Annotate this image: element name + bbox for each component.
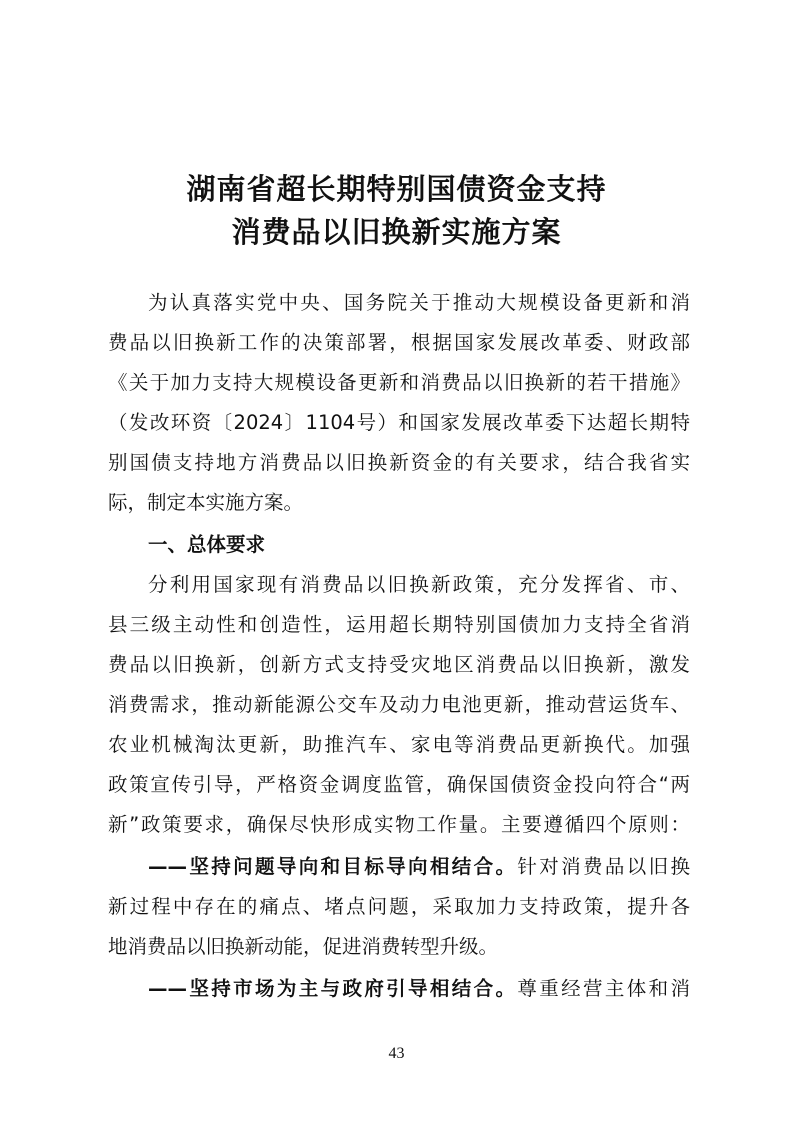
section-body-line: 费品以旧换新，创新方式支持受灾地区消费品以旧换新，激发 <box>108 653 690 676</box>
intro-line: 《关于加力支持大规模设备更新和消费品以旧换新的若干措施》 <box>108 371 690 394</box>
principle-1-line <box>148 853 690 881</box>
principle-2-text: 尊重经营主体和消 <box>517 977 690 1000</box>
section-body-line: 消费需求，推动新能源公交车及动力电池更新，推动营运货车、 <box>108 693 690 716</box>
principle-1-body-line: 地消费品以旧换新动能，促进消费转型升级。 <box>108 935 499 958</box>
section-body-line: 县三级主动性和创造性，运用超长期特别国债加力支持全省消 <box>108 613 690 636</box>
document-title-line1: 湖南省超长期特别国债资金支持 <box>186 172 607 206</box>
document-title-line2: 消费品以旧换新实施方案 <box>231 215 562 249</box>
principle-2-line <box>148 975 690 1003</box>
section-heading: 一、总体要求 <box>148 533 266 556</box>
principle-1-heading: ——坚持问题导向和目标导向相结合。 <box>148 855 518 878</box>
intro-line: 别国债支持地方消费品以旧换新资金的有关要求，结合我省实 <box>108 451 690 474</box>
section-body-line: 新”政策要求，确保尽快形成实物工作量。主要遵循四个原则： <box>108 813 690 836</box>
intro-line: （发改环资〔2024〕1104号）和国家发展改革委下达超长期特 <box>108 411 690 434</box>
intro-line: 际，制定本实施方案。 <box>108 491 304 514</box>
principle-2-heading: ——坚持市场为主与政府引导相结合。 <box>148 977 518 1000</box>
section-body-line: 政策宣传引导，严格资金调度监管，确保国债资金投向符合“两 <box>108 773 690 796</box>
intro-line: 费品以旧换新工作的决策部署，根据国家发展改革委、财政部 <box>108 331 690 354</box>
intro-line: 为认真落实党中央、国务院关于推动大规模设备更新和消 <box>148 291 690 314</box>
page-number: 43 <box>388 1045 405 1062</box>
section-body-line: 分利用国家现有消费品以旧换新政策，充分发挥省、市、 <box>148 573 690 596</box>
principle-1-text: 针对消费品以旧换 <box>517 855 690 878</box>
section-body-line: 农业机械淘汰更新，助推汽车、家电等消费品更新换代。加强 <box>108 733 690 756</box>
principle-1-body-line: 新过程中存在的痛点、堵点问题，采取加力支持政策，提升各 <box>108 895 690 918</box>
